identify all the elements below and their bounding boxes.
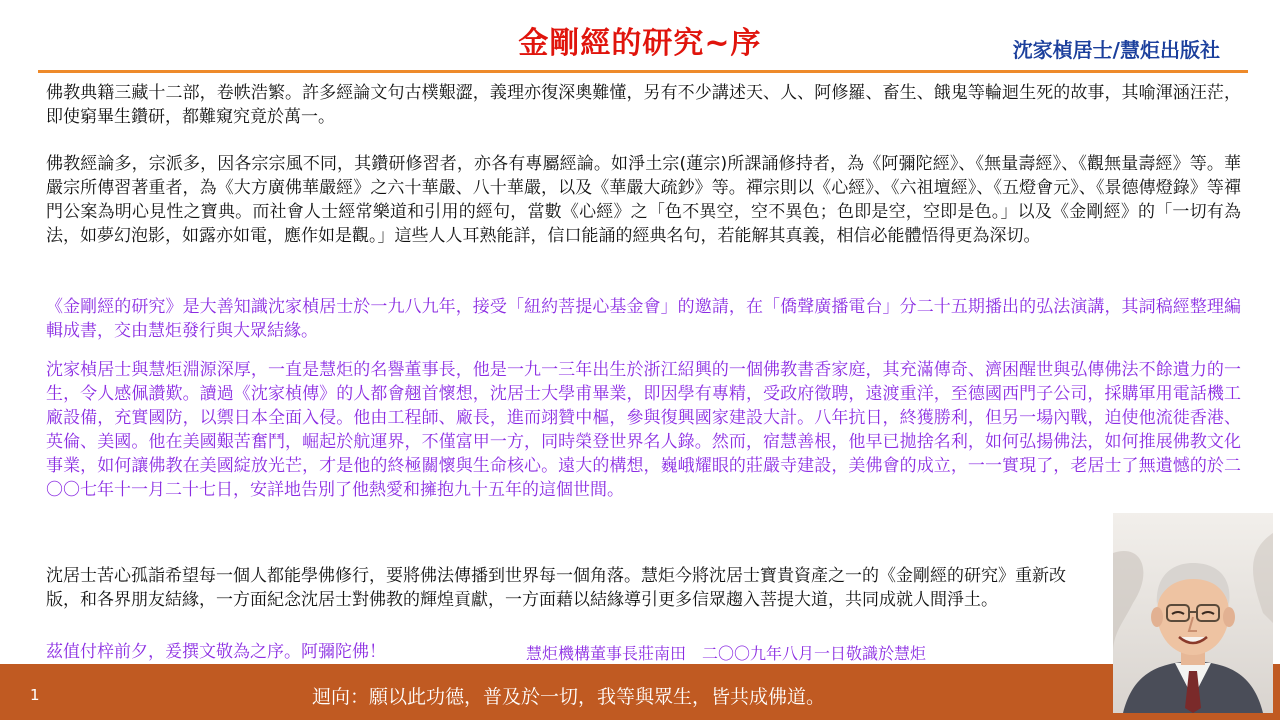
- paragraph-3: 《金剛經的研究》是大善知識沈家楨居士於一九八九年，接受「紐約菩提心基金會」的邀請，在「僑聲廣播電台」分二十五期播出的弘法演講，其詞稿經整理編輯成書，交由慧炬發行與大眾結緣。: [46, 297, 1241, 341]
- page-number: 1: [30, 686, 40, 704]
- paragraph-1: 佛教典籍三藏十二部，卷帙浩繁。許多經論文句古樸艱澀，義理亦復深奧難懂，另有不少講述天、人、阿修羅、畜生、餓鬼等輪迴生死的故事，其喻渾涵汪茫，即使窮畢生鑽研，都難窺究竟於萬一。: [46, 83, 1241, 127]
- paragraph-4: 沈家楨居士與慧炬淵源深厚，一直是慧炬的名譽董事長，他是一九一三年出生於浙江紹興的一個佛教書香家庭，其充滿傳奇、濟困醒世與弘傳佛法不餘遺力的一生，令人感佩讚歎。讀過《沈家楨傳》的人都會翹首懷想，沈居士大學甫畢業，即因學有專精，受政府徵聘，遠渡重洋，至德國西門子公司，採購軍用電話機工廠設備，充實國防，以禦日本全面入侵。他由工程師、廠長，進而翊贊中樞，參與復興國家建設大計。八年抗日，終獲勝利，但另一場內戰，迫使他流徙香港、英倫、美國。他在美國艱苦奮鬥，崛起於航運界，不僅富甲一方，同時榮登世界名人錄。然而，宿慧善根，他早已拋捨名利，如何弘揚佛法，如何推展佛教文化事業，如何讓佛教在美國綻放光芒，才是他的終極關懷與生命核心。遠大的構想，巍峨耀眼的莊嚴寺建設，美佛會的成立，一一實現了，老居士了無遺憾的於二〇〇七年十一月二十七日，安詳地告別了他熱愛和擁抱九十五年的這個世間。: [46, 360, 1241, 500]
- title-divider: [38, 70, 1248, 73]
- dedication-line: 茲值付梓前夕，爰撰文敬為之序。阿彌陀佛！: [46, 642, 386, 662]
- paragraph-5: 沈居士苦心孤詣希望每一個人都能學佛修行，要將佛法傳播到世界每一個角落。慧炬今將沈居士寶貴資產之一的《金剛經的研究》重新改版，和各界朋友結緣，一方面紀念沈居士對佛教的輝煌貢獻，一方面藉以結緣導引更多信眾趨入菩提大道，共同成就人間淨土。: [46, 566, 1066, 610]
- publisher-label: 沈家楨居士/慧炬出版社: [1012, 38, 1220, 62]
- portrait-photo: [1113, 513, 1273, 713]
- slide-title: 金剛經的研究~序: [518, 26, 762, 61]
- paragraph-2: 佛教經論多，宗派多，因各宗宗風不同，其鑽研修習者，亦各有專屬經論。如淨土宗(蓮宗)所課誦修持者，為《阿彌陀經》、《無量壽經》、《觀無量壽經》等。華嚴宗所傳習著重者，為《大方廣佛華嚴經》之六十華嚴、八十華嚴，以及《華嚴大疏鈔》等。禪宗則以《心經》、《六祖壇經》、《五燈會元》、《景德傳燈錄》等禪門公案為明心見性之寶典。而社會人士經常樂道和引用的經句，當數《心經》之「色不異空，空不異色；色即是空，空即是色。」以及《金剛經》的「一切有為法，如夢幻泡影，如露亦如電，應作如是觀。」這些人人耳熟能詳，信口能誦的經典名句，若能解其真義，相信必能體悟得更為深切。: [46, 154, 1241, 246]
- portrait-illustration: [1113, 513, 1273, 713]
- dedication-verse: 迴向：願以此功德，普及於一切，我等與眾生，皆共成佛道。: [312, 686, 826, 708]
- signature-line: 慧炬機構董事長莊南田 二〇〇九年八月一日敬識於慧炬: [526, 644, 927, 663]
